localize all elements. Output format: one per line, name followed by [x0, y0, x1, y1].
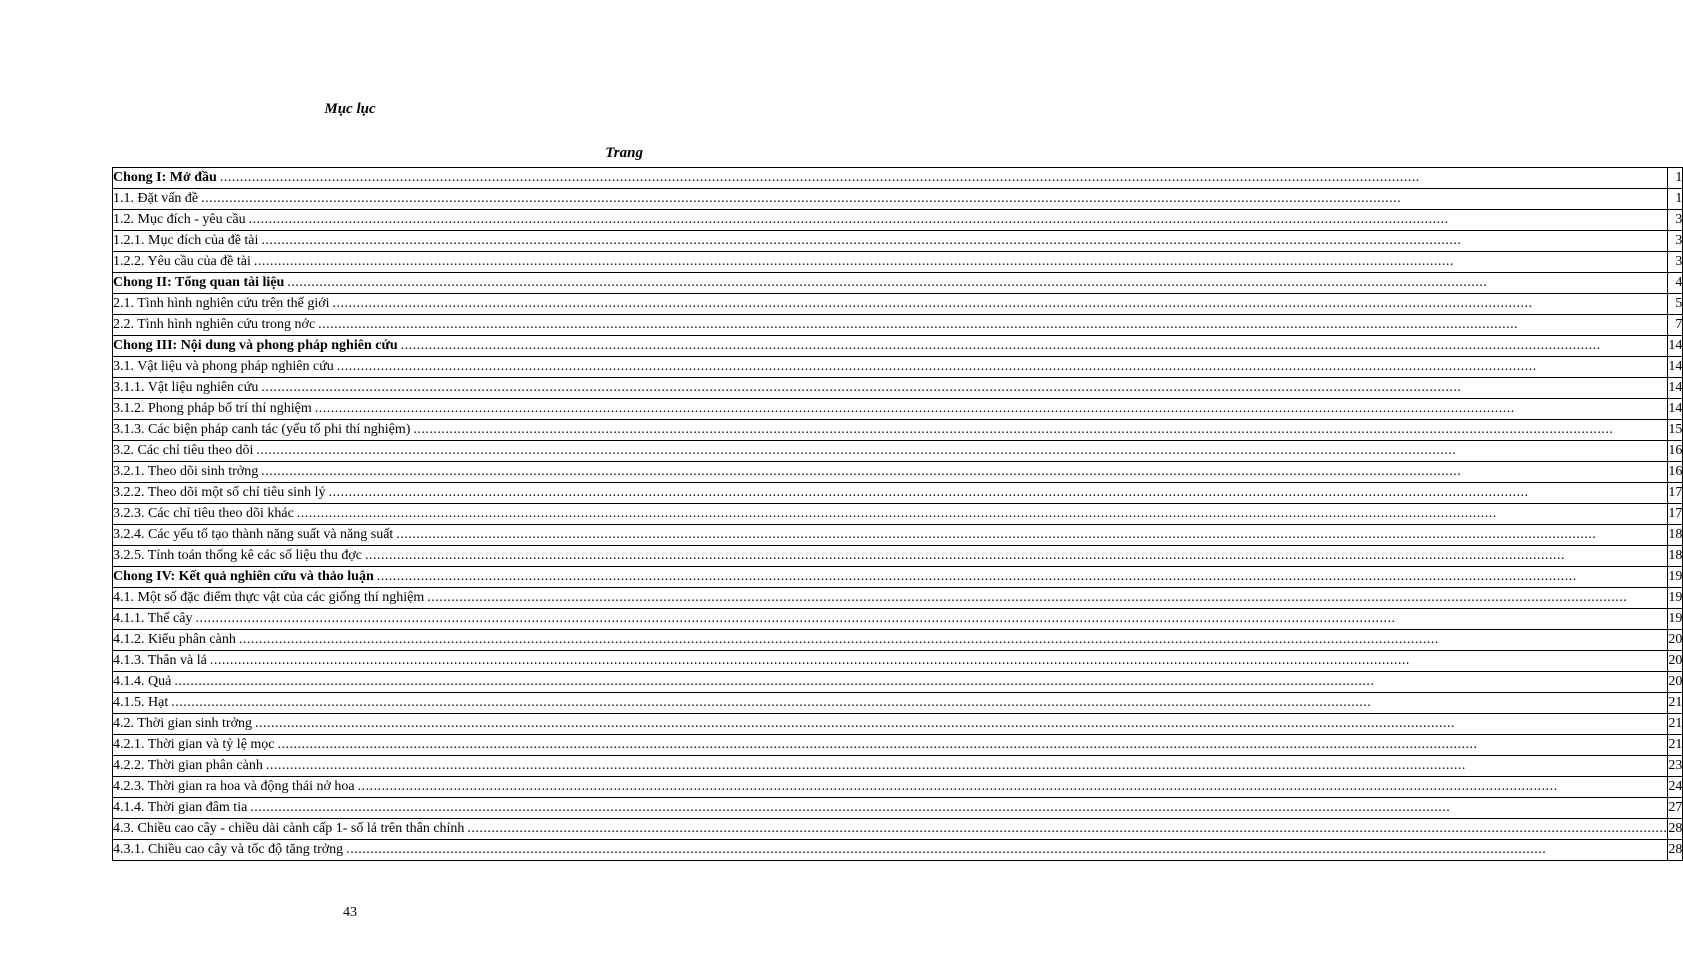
dot-leader: ............................................................................................................................................................................................................................................................................................................	[314, 401, 1515, 416]
toc-entry-text: 3.2. Các chỉ tiêu theo dõi	[113, 443, 254, 458]
page-number: 43	[343, 905, 357, 920]
toc-entry-label	[113, 273, 1668, 294]
dot-leader: ............................................................................................................................................................................................................................................................................................................	[296, 506, 1497, 521]
toc-entry-text: 4.1.1. Thế cây	[113, 611, 193, 626]
dot-leader: ............................................................................................................................................................................................................................................................................................................	[332, 296, 1533, 311]
dot-leader: ............................................................................................................................................................................................................................................................................................................	[318, 317, 1519, 332]
toc-row	[113, 714, 1683, 735]
toc-entry-page: 3	[1668, 210, 1683, 231]
dot-leader: ............................................................................................................................................................................................................................................................................................................	[174, 674, 1375, 689]
toc-entry-text: 4.1.2. Kiểu phân cành	[113, 632, 236, 647]
toc-entry-page: 28	[1668, 819, 1683, 840]
toc-row	[113, 483, 1683, 504]
toc-entry-page: 21	[1668, 693, 1683, 714]
toc-row	[113, 525, 1683, 546]
toc-entry-label	[113, 819, 1668, 840]
toc-row	[113, 630, 1683, 651]
toc-row	[113, 756, 1683, 777]
toc-entry-text: 1.2. Mục đích - yêu cầu	[113, 212, 246, 227]
toc-row	[113, 231, 1683, 252]
toc-row	[113, 651, 1683, 672]
toc-entry-page: 19	[1668, 567, 1683, 588]
dot-leader: ............................................................................................................................................................................................................................................................................................................	[427, 590, 1628, 605]
toc-entry-text: 3.1. Vật liệu và phong pháp nghiên cứu	[113, 359, 334, 374]
dot-leader: ............................................................................................................................................................................................................................................................................................................	[195, 611, 1396, 626]
toc-entry-text: Chong IV: Kết quả nghiên cứu và thảo luận	[113, 569, 374, 584]
toc-entry-label	[113, 315, 1668, 336]
toc-entry-text: 3.2.3. Các chỉ tiêu theo dõi khác	[113, 506, 294, 521]
dot-leader: ............................................................................................................................................................................................................................................................................................................	[209, 653, 1410, 668]
toc-entry-page: 1	[1668, 168, 1683, 189]
toc-row	[113, 399, 1683, 420]
toc-entry-label	[113, 462, 1668, 483]
toc-row	[113, 672, 1683, 693]
toc-entry-label	[113, 777, 1668, 798]
toc-entry-page: 24	[1668, 777, 1683, 798]
page-column-header: Trang	[605, 145, 643, 161]
toc-entry-text: 3.1.3. Các biện pháp canh tác (yếu tố phi thí nghiệm)	[113, 422, 411, 437]
dot-leader: ............................................................................................................................................................................................................................................................................................................	[219, 170, 1420, 185]
toc-entry-text: 4.2. Thời gian sinh trởng	[113, 716, 252, 731]
toc-entry-page: 5	[1668, 294, 1683, 315]
toc-row	[113, 798, 1683, 819]
dot-leader: ............................................................................................................................................................................................................................................................................................................	[396, 527, 1597, 542]
toc-entry-text: 2.1. Tình hình nghiên cứu trên thế giới	[113, 296, 330, 311]
dot-leader: ............................................................................................................................................................................................................................................................................................................	[171, 695, 1372, 710]
toc-row	[113, 462, 1683, 483]
toc-entry-text: 4.1.4. Thời gian đâm tia	[113, 800, 248, 815]
toc-entry-label	[113, 189, 1668, 210]
dot-leader: ............................................................................................................................................................................................................................................................................................................	[346, 842, 1547, 857]
toc-entry-text: 4.1.3. Thân và lá	[113, 653, 207, 668]
dot-leader: ............................................................................................................................................................................................................................................................................................................	[376, 569, 1577, 584]
toc-entry-page: 17	[1668, 504, 1683, 525]
toc-entry-page: 15	[1668, 420, 1683, 441]
toc-row	[113, 693, 1683, 714]
toc-entry-page: 14	[1668, 399, 1683, 420]
toc-row	[113, 588, 1683, 609]
dot-leader: ............................................................................................................................................................................................................................................................................................................	[265, 758, 1466, 773]
dot-leader: ............................................................................................................................................................................................................................................................................................................	[467, 821, 1668, 836]
toc-entry-text: 3.2.2. Theo dõi một số chỉ tiêu sinh lý	[113, 485, 326, 500]
toc-row	[113, 504, 1683, 525]
toc-entry-label	[113, 588, 1668, 609]
toc-entry-page: 14	[1668, 378, 1683, 399]
toc-entry-page: 17	[1668, 483, 1683, 504]
toc-entry-text: Chong III: Nội dung và phong pháp nghiên cứu	[113, 338, 398, 353]
toc-row	[113, 567, 1683, 588]
toc-entry-text: 3.1.2. Phong pháp bố trí thí nghiệm	[113, 401, 312, 416]
toc-entry-page: 3	[1668, 231, 1683, 252]
toc-entry-page: 18	[1668, 525, 1683, 546]
toc-entry-page: 21	[1668, 735, 1683, 756]
toc-entry-label	[113, 231, 1668, 252]
toc-entry-label	[113, 630, 1668, 651]
toc-entry-label	[113, 798, 1668, 819]
toc-entry-page: 20	[1668, 672, 1683, 693]
dot-leader: ............................................................................................................................................................................................................................................................................................................	[277, 737, 1478, 752]
toc-entry-page: 27	[1668, 798, 1683, 819]
toc-entry-text: 4.1.5. Hạt	[113, 695, 169, 710]
toc-entry-text: 4.2.3. Thời gian ra hoa và động thái nở hoa	[113, 779, 355, 794]
toc-entry-label	[113, 210, 1668, 231]
toc-entry-text: 2.2. Tình hình nghiên cứu trong nớc	[113, 317, 316, 332]
toc-row	[113, 210, 1683, 231]
dot-leader: ............................................................................................................................................................................................................................................................................................................	[357, 779, 1558, 794]
toc-entry-label	[113, 294, 1668, 315]
toc-entry-label	[113, 252, 1668, 273]
dot-leader: ............................................................................................................................................................................................................................................................................................................	[248, 212, 1449, 227]
toc-entry-text: Chong I: Mở đầu	[113, 170, 217, 185]
toc-entry-page: 18	[1668, 546, 1683, 567]
toc-entry-text: 4.3.1. Chiều cao cây và tốc độ tăng trởng	[113, 842, 344, 857]
dot-leader: ............................................................................................................................................................................................................................................................................................................	[255, 716, 1455, 731]
toc-entry-label	[113, 168, 1668, 189]
toc-entry-text: 3.2.5. Tính toán thống kê các số liệu thu đợc	[113, 548, 362, 563]
toc-entry-page: 7	[1668, 315, 1683, 336]
toc-row	[113, 441, 1683, 462]
toc-entry-page: 23	[1668, 756, 1683, 777]
dot-leader: ............................................................................................................................................................................................................................................................................................................	[413, 422, 1614, 437]
dot-leader: ............................................................................................................................................................................................................................................................................................................	[253, 254, 1454, 269]
toc-entry-page: 4	[1668, 273, 1683, 294]
dot-leader: ............................................................................................................................................................................................................................................................................................................	[261, 233, 1462, 248]
toc-entry-label	[113, 672, 1668, 693]
toc-row	[113, 252, 1683, 273]
toc-row	[113, 294, 1683, 315]
toc-entry-label	[113, 651, 1668, 672]
toc-entry-label	[113, 567, 1668, 588]
dot-leader: ............................................................................................................................................................................................................................................................................................................	[261, 464, 1462, 479]
toc-entry-label	[113, 756, 1668, 777]
toc-entry-page: 21	[1668, 714, 1683, 735]
dot-leader: ............................................................................................................................................................................................................................................................................................................	[261, 380, 1462, 395]
toc-entry-label	[113, 441, 1668, 462]
toc-entry-text: 3.2.1. Theo dõi sinh trởng	[113, 464, 259, 479]
toc-entry-page: 28	[1668, 840, 1683, 861]
toc-entry-text: 4.1.4. Quả	[113, 674, 172, 689]
toc-entry-label	[113, 546, 1668, 567]
toc-row	[113, 168, 1683, 189]
toc-entry-label	[113, 399, 1668, 420]
toc-entry-label	[113, 357, 1668, 378]
toc-entry-label	[113, 693, 1668, 714]
toc-entry-label	[113, 840, 1668, 861]
dot-leader: ............................................................................................................................................................................................................................................................................................................	[328, 485, 1529, 500]
toc-row	[113, 735, 1683, 756]
toc-entry-text: 1.2.2. Yêu cầu của đề tài	[113, 254, 251, 269]
toc-row	[113, 840, 1683, 861]
dot-leader: ............................................................................................................................................................................................................................................................................................................	[238, 632, 1439, 647]
dot-leader: ............................................................................................................................................................................................................................................................................................................	[256, 443, 1457, 458]
toc-row	[113, 819, 1683, 840]
toc-entry-page: 16	[1668, 462, 1683, 483]
toc-entry-text: 4.1. Một số đặc điểm thực vật của các giống thí nghiệm	[113, 590, 425, 605]
dot-leader: ............................................................................................................................................................................................................................................................................................................	[287, 275, 1488, 290]
toc-entry-page: 14	[1668, 357, 1683, 378]
toc-row	[113, 609, 1683, 630]
toc-entry-label	[113, 420, 1668, 441]
toc-entry-label	[113, 609, 1668, 630]
toc-row	[113, 420, 1683, 441]
dot-leader: ............................................................................................................................................................................................................................................................................................................	[250, 800, 1451, 815]
toc-entry-text: 4.3. Chiều cao cây - chiều dài cành cấp 1- số lá trên thân chính	[113, 821, 465, 836]
toc-entry-page: 1	[1668, 189, 1683, 210]
toc-entry-page: 20	[1668, 630, 1683, 651]
toc-entry-label	[113, 336, 1668, 357]
toc-entry-page: 19	[1668, 588, 1683, 609]
toc-entry-page: 19	[1668, 609, 1683, 630]
toc-entry-page: 16	[1668, 441, 1683, 462]
dot-leader: ............................................................................................................................................................................................................................................................................................................	[336, 359, 1537, 374]
toc-entry-text: 3.1.1. Vật liệu nghiên cứu	[113, 380, 259, 395]
toc-row	[113, 189, 1683, 210]
toc-entry-text: 4.2.2. Thời gian phân cành	[113, 758, 263, 773]
toc-row	[113, 546, 1683, 567]
toc-row	[113, 777, 1683, 798]
toc-entry-label	[113, 525, 1668, 546]
toc-entry-label	[113, 735, 1668, 756]
toc-row	[113, 273, 1683, 294]
toc-entry-label	[113, 504, 1668, 525]
dot-leader: ............................................................................................................................................................................................................................................................................................................	[365, 548, 1565, 563]
toc-row	[113, 378, 1683, 399]
toc-entry-text: Chong II: Tổng quan tài liệu	[113, 275, 285, 290]
toc-entry-text: 1.2.1. Mục đích của đề tài	[113, 233, 259, 248]
toc-entry-page: 14	[1668, 336, 1683, 357]
toc-table	[112, 167, 1683, 861]
toc-entry-label	[113, 483, 1668, 504]
toc-row	[113, 357, 1683, 378]
toc-entry-text: 1.1. Đặt vấn đề	[113, 191, 199, 206]
toc-entry-text: 3.2.4. Các yếu tố tạo thành năng suất và năng suất	[113, 527, 394, 542]
toc-row	[113, 315, 1683, 336]
toc-title: Mục lục	[324, 101, 376, 117]
dot-leader: ............................................................................................................................................................................................................................................................................................................	[201, 191, 1402, 206]
dot-leader: ............................................................................................................................................................................................................................................................................................................	[400, 338, 1601, 353]
toc-row	[113, 336, 1683, 357]
toc-entry-page: 3	[1668, 252, 1683, 273]
toc-entry-label	[113, 378, 1668, 399]
toc-entry-page: 20	[1668, 651, 1683, 672]
toc-entry-label	[113, 714, 1668, 735]
toc-entry-text: 4.2.1. Thời gian và tỷ lệ mọc	[113, 737, 275, 752]
